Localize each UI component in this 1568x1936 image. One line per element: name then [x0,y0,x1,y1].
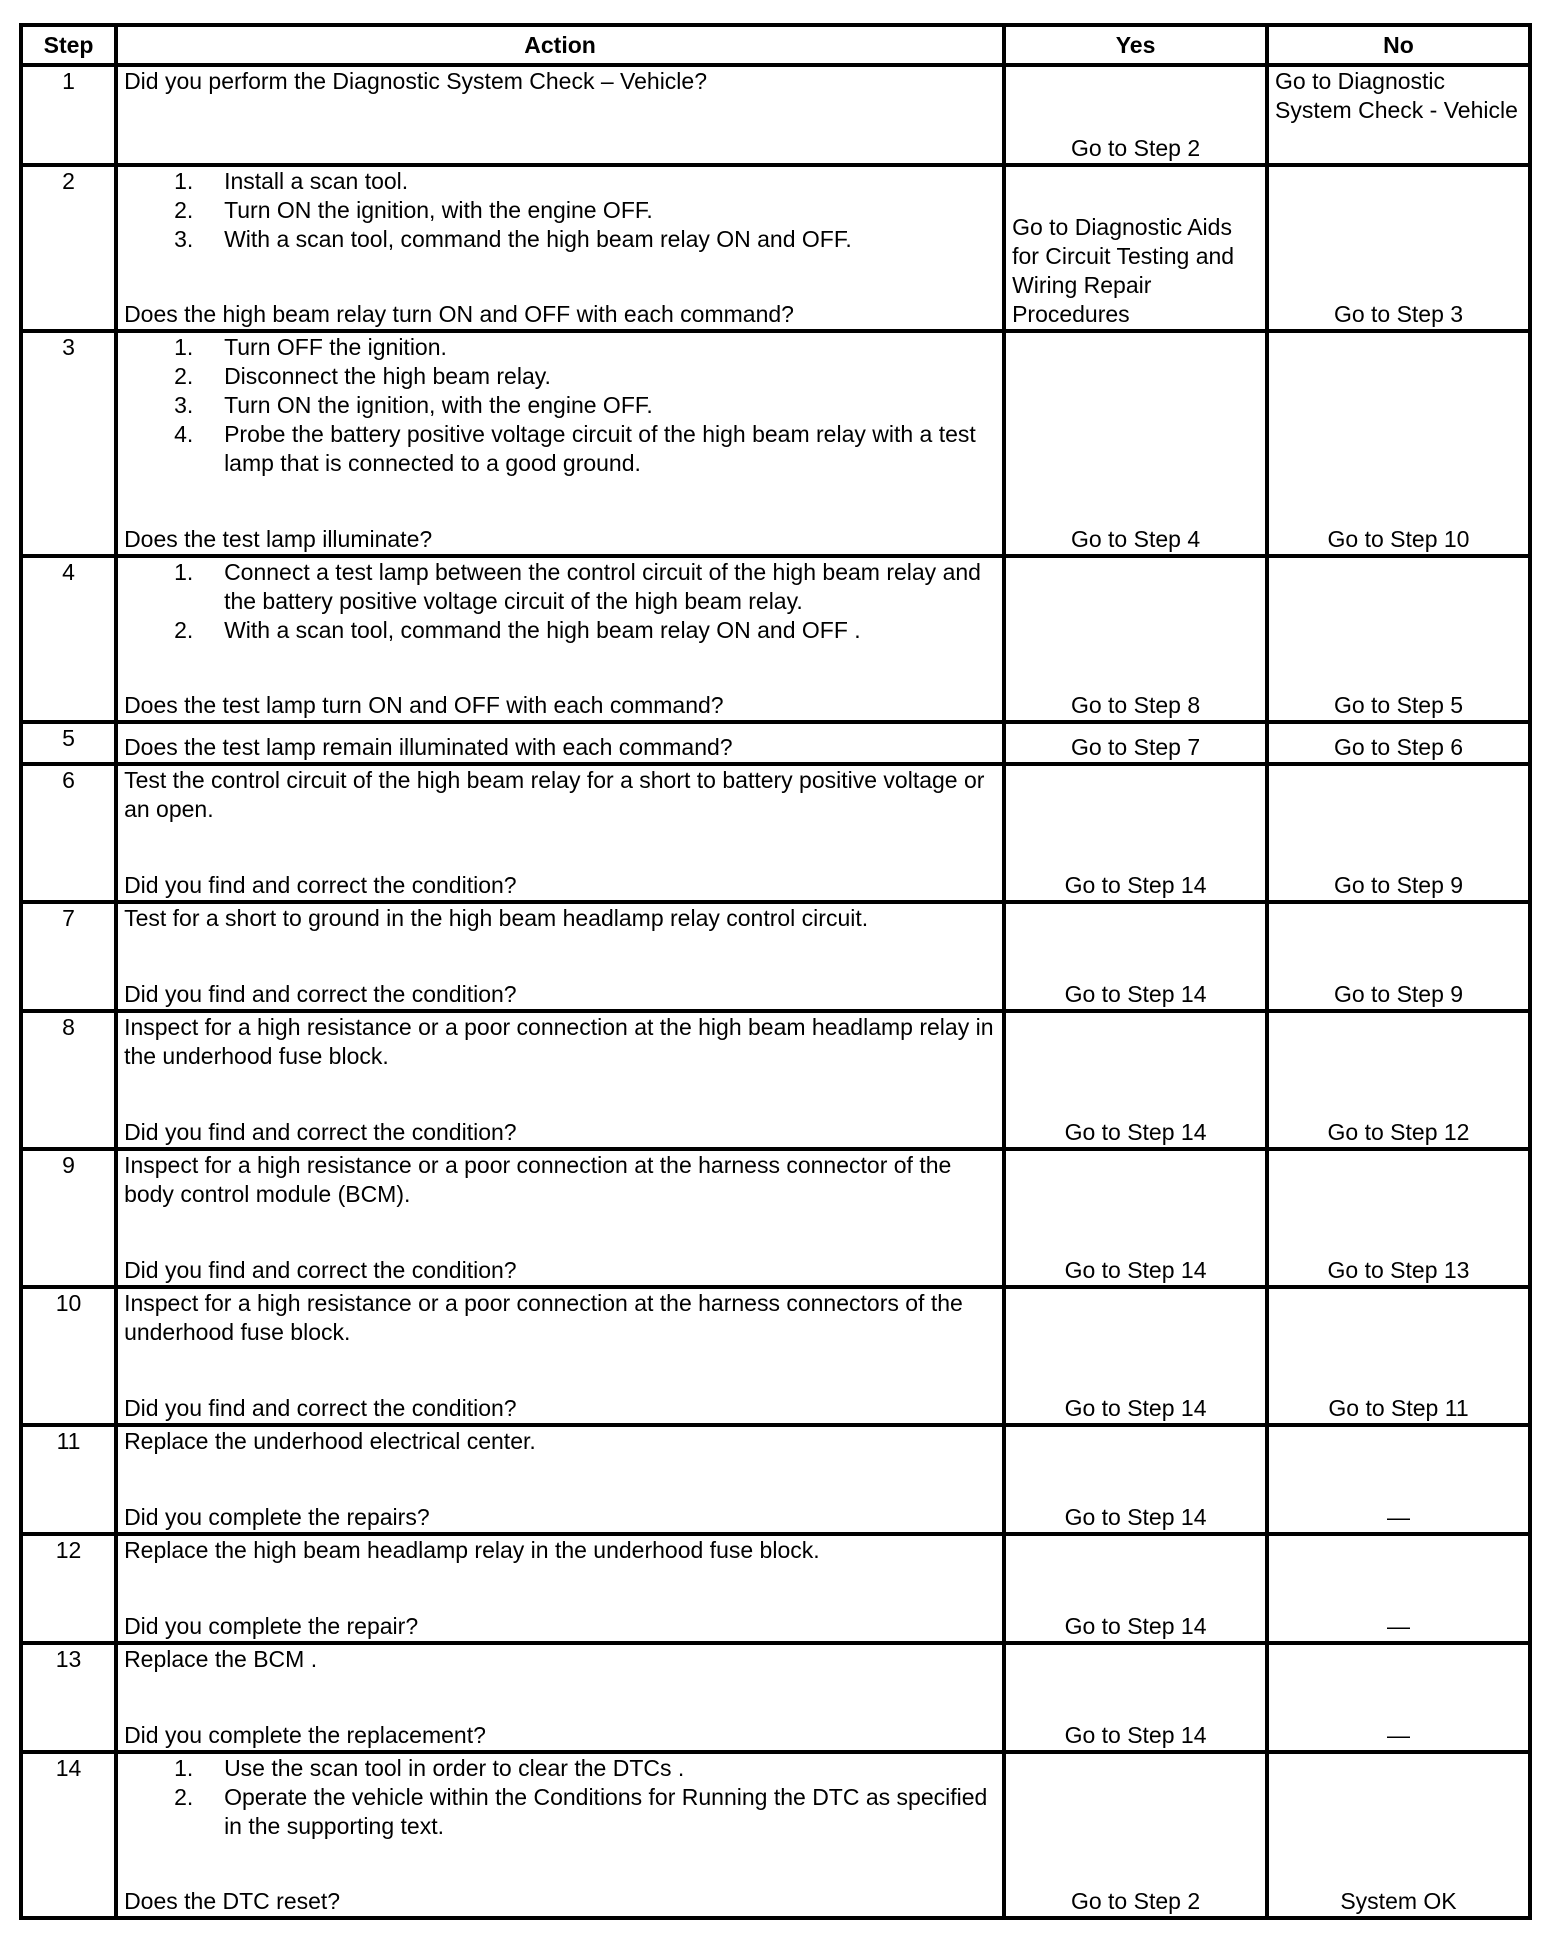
yes-answer: Go to Step 2 [1070,135,1201,161]
no-cell [1267,1287,1530,1425]
yes-answer: Go to Step 2 [1070,1888,1201,1914]
action-cell [116,1643,1004,1752]
diagnostic-table [19,23,1532,1920]
step-number: 14 [21,1752,116,1918]
action-cell [116,556,1004,722]
header-step: Step [21,25,116,65]
procedure-list [124,1754,996,1841]
question-text: Does the test lamp illuminate? [124,526,433,552]
yes-cell [1004,902,1267,1011]
list-item: 3. Turn ON the ignition, with the engine OFF. [174,392,653,418]
yes-cell [1004,65,1267,165]
yes-cell [1004,1752,1267,1918]
yes-answer: Go to Step 14 [1064,1119,1207,1145]
no-cell [1267,1534,1530,1643]
no-answer: Go to Step 6 [1333,734,1464,760]
step-number: 13 [21,1643,116,1752]
table-row [21,1287,1530,1425]
question-text: Did you complete the repairs? [124,1504,430,1530]
yes-cell [1004,556,1267,722]
question-text: Does the DTC reset? [124,1888,341,1914]
yes-answer: Go to Step 4 [1070,526,1201,552]
no-cell [1267,1752,1530,1918]
action-cell [116,1534,1004,1643]
list-item: 1. Turn OFF the ignition. [174,334,447,360]
no-answer: Go to Step 11 [1328,1395,1469,1421]
list-item: 1. Connect a test lamp between the control circuit of the high beam relay and the battery positive voltage circuit of the high beam relay. [174,559,981,614]
yes-cell [1004,722,1267,764]
no-cell [1267,722,1530,764]
yes-cell [1004,1534,1267,1643]
action-cell [116,1425,1004,1534]
no-answer: Go to Step 9 [1333,872,1464,898]
no-answer: Go to Diagnostic System Check - Vehicle [1275,68,1518,123]
question-text: Did you find and correct the condition? [124,981,517,1007]
table-row [21,1425,1530,1534]
action-cell [116,722,1004,764]
action-cell [116,65,1004,165]
no-answer: Go to Step 3 [1333,301,1464,327]
list-item: 2. Turn ON the ignition, with the engine OFF. [174,197,653,223]
yes-answer: Go to Step 14 [1064,1504,1207,1530]
step-number: 5 [21,722,116,764]
action-cell [116,1752,1004,1918]
table-row [21,1752,1530,1918]
no-answer: Go to Step 12 [1327,1119,1470,1145]
action-text: Test the control circuit of the high beam relay for a short to battery positive voltage or an open. [124,767,985,822]
action-text: Inspect for a high resistance or a poor connection at the high beam headlamp relay in the underhood fuse block. [124,1014,994,1069]
question-text: Did you complete the replacement? [124,1722,486,1748]
question-text: Does the test lamp remain illuminated with each command? [124,734,733,760]
table-row [21,764,1530,902]
yes-answer: Go to Step 8 [1070,692,1201,718]
procedure-list [124,167,996,254]
yes-answer: Go to Step 14 [1064,872,1207,898]
step-number: 6 [21,764,116,902]
no-cell [1267,1149,1530,1287]
table-row [21,1011,1530,1149]
action-text: Inspect for a high resistance or a poor connection at the harness connectors of the underhood fuse block. [124,1290,963,1345]
no-cell [1267,165,1530,331]
step-number: 8 [21,1011,116,1149]
yes-cell [1004,1011,1267,1149]
step-number: 4 [21,556,116,722]
action-text: Replace the BCM . [124,1646,318,1672]
step-number: 10 [21,1287,116,1425]
action-text: Replace the underhood electrical center. [124,1428,536,1454]
action-text: Did you perform the Diagnostic System Check – Vehicle? [124,68,708,94]
table-row [21,1149,1530,1287]
step-number: 1 [21,65,116,165]
no-answer: — [1387,1504,1410,1530]
list-item: 2. Operate the vehicle within the Conditions for Running the DTC as specified in the supporting text. [174,1784,988,1839]
action-cell [116,902,1004,1011]
yes-cell [1004,764,1267,902]
step-number: 3 [21,331,116,556]
no-cell [1267,1643,1530,1752]
action-cell [116,1287,1004,1425]
yes-answer: Go to Step 7 [1070,734,1201,760]
no-answer: — [1387,1613,1410,1639]
question-text: Did you complete the repair? [124,1613,419,1639]
no-answer: Go to Step 5 [1333,692,1464,718]
no-cell [1267,65,1530,165]
no-answer: Go to Step 10 [1327,526,1470,552]
step-number: 9 [21,1149,116,1287]
yes-answer: Go to Step 14 [1064,1722,1207,1748]
no-cell [1267,331,1530,556]
no-cell [1267,902,1530,1011]
question-text: Did you find and correct the condition? [124,872,517,898]
list-item: 2. Disconnect the high beam relay. [174,363,551,389]
yes-answer: Go to Diagnostic Aids for Circuit Testing and Wiring Repair Procedures [1012,214,1235,327]
list-item: 3. With a scan tool, command the high beam relay ON and OFF. [174,226,852,252]
action-cell [116,764,1004,902]
yes-cell [1004,1149,1267,1287]
yes-answer: Go to Step 14 [1064,1257,1207,1283]
action-text: Replace the high beam headlamp relay in the underhood fuse block. [124,1537,820,1563]
action-cell [116,1149,1004,1287]
yes-cell [1004,1287,1267,1425]
header-action: Action [116,25,1004,65]
table-row [21,1534,1530,1643]
action-cell [116,1011,1004,1149]
table-row [21,556,1530,722]
header-yes: Yes [1004,25,1267,65]
action-cell [116,331,1004,556]
table-row [21,722,1530,764]
list-item: 1. Use the scan tool in order to clear the DTCs . [174,1755,685,1781]
header-no: No [1267,25,1530,65]
header-row [21,25,1530,65]
table-row [21,1643,1530,1752]
no-cell [1267,1011,1530,1149]
step-number: 12 [21,1534,116,1643]
step-number: 11 [21,1425,116,1534]
yes-cell [1004,331,1267,556]
yes-cell [1004,1425,1267,1534]
yes-answer: Go to Step 14 [1064,1613,1207,1639]
yes-answer: Go to Step 14 [1064,1395,1207,1421]
no-answer: Go to Step 13 [1327,1257,1470,1283]
procedure-list [124,558,996,645]
action-cell [116,165,1004,331]
no-answer: Go to Step 9 [1333,981,1464,1007]
question-text: Did you find and correct the condition? [124,1395,517,1421]
question-text: Did you find and correct the condition? [124,1119,517,1145]
list-item: 1. Install a scan tool. [174,168,409,194]
table-row [21,331,1530,556]
no-answer: System OK [1340,1888,1457,1914]
question-text: Did you find and correct the condition? [124,1257,517,1283]
no-cell [1267,556,1530,722]
yes-cell [1004,1643,1267,1752]
step-number: 7 [21,902,116,1011]
step-number: 2 [21,165,116,331]
no-answer: — [1387,1722,1410,1748]
procedure-list [124,333,996,478]
no-cell [1267,764,1530,902]
no-cell [1267,1425,1530,1534]
yes-answer: Go to Step 14 [1064,981,1207,1007]
list-item: 4. Probe the battery positive voltage circuit of the high beam relay with a test lamp that is connected to a good ground. [174,421,976,476]
question-text: Does the high beam relay turn ON and OFF with each command? [124,301,794,327]
action-text: Inspect for a high resistance or a poor connection at the harness connector of the body control module (BCM). [124,1152,952,1207]
table-row [21,902,1530,1011]
table-row [21,165,1530,331]
question-text: Does the test lamp turn ON and OFF with each command? [124,692,724,718]
yes-cell [1004,165,1267,331]
action-text: Test for a short to ground in the high beam headlamp relay control circuit. [124,905,869,931]
list-item: 2. With a scan tool, command the high beam relay ON and OFF . [174,617,861,643]
table-row [21,65,1530,165]
